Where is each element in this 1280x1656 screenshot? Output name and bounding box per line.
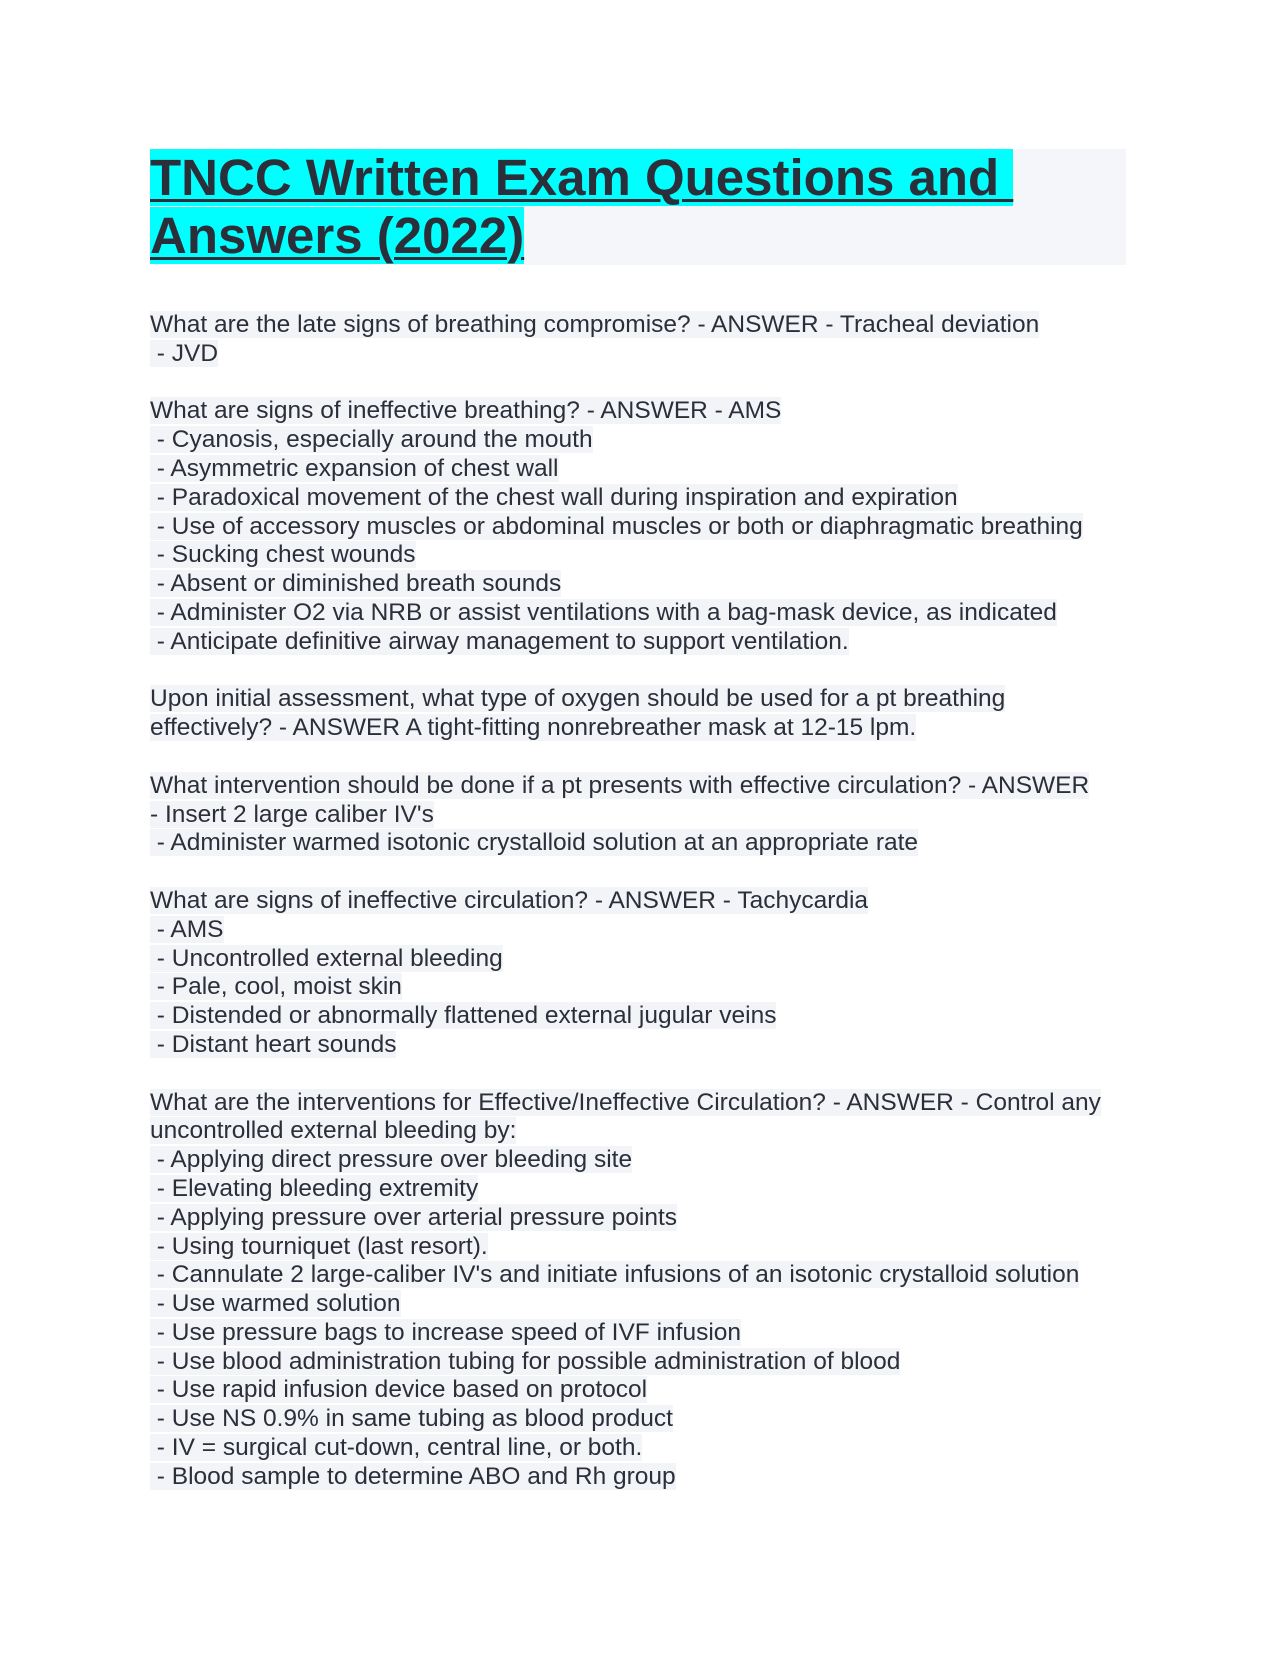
text-line: - Use rapid infusion device based on protocol: [150, 1376, 648, 1404]
text-line: - Using tourniquet (last resort).: [150, 1232, 488, 1260]
qa-block: [150, 397, 1150, 656]
text-line: - Anticipate definitive airway management to support ventilation.: [150, 627, 849, 655]
qa-block: [150, 887, 1150, 1060]
text-line: - Elevating bleeding extremity: [150, 1174, 479, 1202]
text-line: What are signs of ineffective breathing? - ANSWER - AMS: [150, 397, 782, 425]
text-line: - IV = surgical cut-down, central line, or both.: [150, 1434, 643, 1462]
qa-block: [150, 1089, 1150, 1492]
text-line: - Cannulate 2 large-caliber IV's and initiate infusions of an isotonic crystalloid solution: [150, 1261, 1080, 1289]
text-line: - Applying pressure over arterial pressure points: [150, 1203, 678, 1231]
text-line: - Use NS 0.9% in same tubing as blood product: [150, 1405, 673, 1433]
text-line: - Insert 2 large caliber IV's: [150, 800, 434, 828]
text-line: - AMS: [150, 915, 224, 943]
text-line: Upon initial assessment, what type of oxygen should be used for a pt breathing: [150, 685, 1006, 713]
text-line: uncontrolled external bleeding by:: [150, 1117, 517, 1145]
text-line: - JVD: [150, 339, 219, 367]
text-line: - Asymmetric expansion of chest wall: [150, 454, 559, 482]
text-line: - Administer O2 via NRB or assist ventilations with a bag-mask device, as indicated: [150, 598, 1057, 626]
title-line-1: TNCC Written Exam Questions and: [150, 149, 1014, 206]
page-title: [150, 149, 1126, 265]
text-line: What are signs of ineffective circulation? - ANSWER - Tachycardia: [150, 886, 869, 914]
qa-block: [150, 772, 1150, 858]
title-line-2: Answers (2022): [150, 207, 525, 264]
text-line: - Distant heart sounds: [150, 1030, 397, 1058]
qa-block: [150, 311, 1150, 369]
text-line: What are the late signs of breathing compromise? - ANSWER - Tracheal deviation: [150, 311, 1040, 338]
text-line: - Cyanosis, especially around the mouth: [150, 426, 593, 454]
text-line: - Use of accessory muscles or abdominal muscles or both or diaphragmatic breathing: [150, 512, 1083, 540]
title-block: [150, 149, 1126, 265]
text-line: - Pale, cool, moist skin: [150, 973, 402, 1001]
qa-content: [150, 311, 1150, 1520]
qa-block: [150, 685, 1150, 743]
text-line: - Uncontrolled external bleeding: [150, 944, 503, 972]
text-line: effectively? - ANSWER A tight-fitting nonrebreather mask at 12-15 lpm.: [150, 714, 917, 742]
text-line: - Use warmed solution: [150, 1290, 401, 1318]
text-line: - Use blood administration tubing for possible administration of blood: [150, 1347, 901, 1375]
text-line: - Sucking chest wounds: [150, 541, 416, 569]
text-line: - Distended or abnormally flattened external jugular veins: [150, 1002, 777, 1030]
text-line: - Absent or diminished breath sounds: [150, 570, 562, 598]
text-line: - Use pressure bags to increase speed of IVF infusion: [150, 1318, 742, 1346]
text-line: - Applying direct pressure over bleeding site: [150, 1146, 633, 1174]
text-line: - Blood sample to determine ABO and Rh group: [150, 1462, 676, 1490]
text-line: - Paradoxical movement of the chest wall during inspiration and expiration: [150, 483, 958, 511]
text-line: What intervention should be done if a pt presents with effective circulation? - ANSWER: [150, 771, 1090, 799]
text-line: - Administer warmed isotonic crystalloid solution at an appropriate rate: [150, 829, 919, 857]
text-line: What are the interventions for Effective/Ineffective Circulation? - ANSWER - Control any: [150, 1088, 1101, 1116]
